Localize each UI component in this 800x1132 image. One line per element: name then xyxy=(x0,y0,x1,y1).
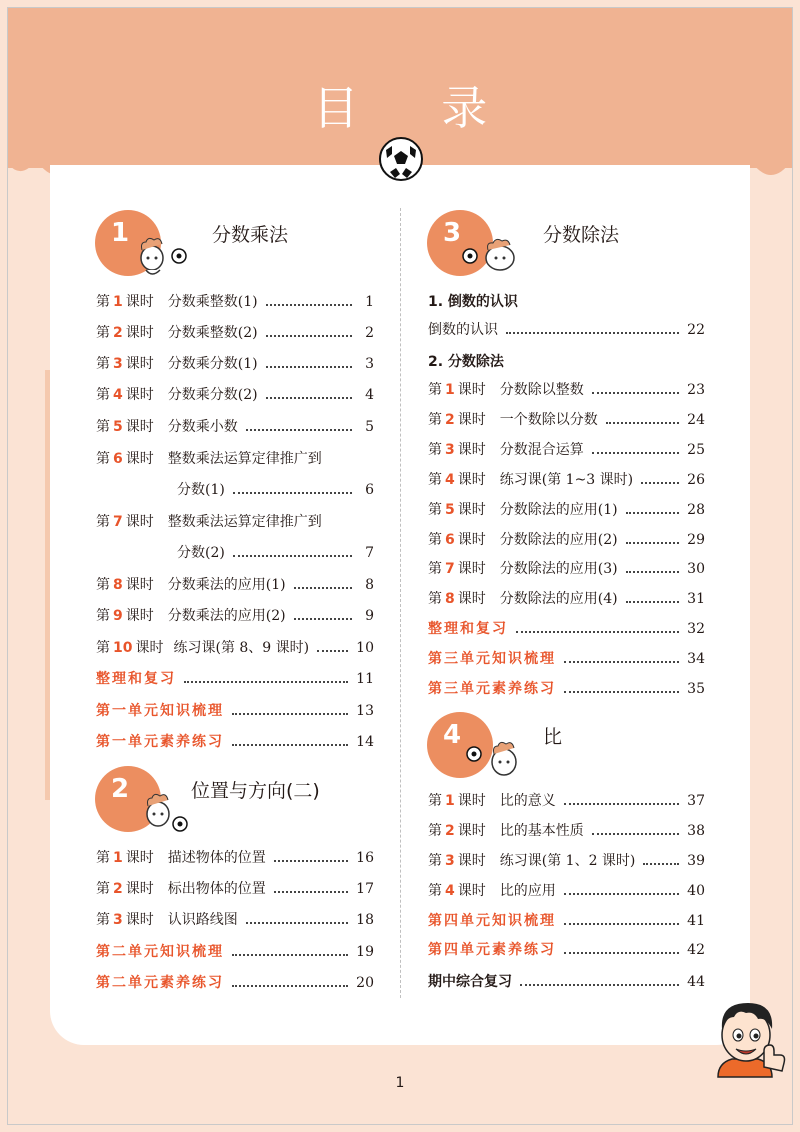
toc-extra-entry[interactable] xyxy=(96,701,374,721)
lesson-suffix: 课时 xyxy=(457,883,486,899)
extra-title: 第三单元素养练习 xyxy=(428,681,556,697)
unit-title: 位置与方向(二) xyxy=(191,780,320,802)
lesson-title: 练习课(第 1~3 课时) xyxy=(499,472,634,488)
page-number: 6 xyxy=(365,482,374,498)
lesson-title: 分数乘法的应用(2) xyxy=(167,608,286,624)
lesson-suffix: 课时 xyxy=(135,640,164,656)
toc-entry[interactable] xyxy=(96,575,374,595)
extra-title: 第四单元知识梳理 xyxy=(428,913,556,929)
toc-entry[interactable] xyxy=(428,440,705,460)
toc-entry[interactable] xyxy=(96,292,374,312)
dinosaur-mascot-icon xyxy=(462,738,524,782)
lesson-suffix: 课时 xyxy=(125,451,154,467)
lesson-suffix: 课时 xyxy=(125,608,154,624)
lesson-number: 5 xyxy=(445,502,455,518)
page-number: 18 xyxy=(356,912,374,928)
lesson-title: 分数乘法的应用(1) xyxy=(167,577,286,593)
leader-dots xyxy=(626,542,680,544)
page-number: 10 xyxy=(356,640,374,656)
lesson-title: 比的意义 xyxy=(499,793,556,809)
lesson-title: 练习课(第 1、2 课时) xyxy=(499,853,636,869)
toc-entry[interactable] xyxy=(428,380,705,400)
leader-dots xyxy=(266,366,352,368)
page-number: 39 xyxy=(687,853,705,869)
lesson-number: 2 xyxy=(445,412,455,428)
leader-dots xyxy=(564,952,679,954)
leader-dots xyxy=(520,984,679,986)
lesson-suffix: 课时 xyxy=(457,793,486,809)
toc-extra-entry[interactable] xyxy=(96,732,374,752)
page-number: 34 xyxy=(687,651,705,667)
toc-extra-entry[interactable] xyxy=(428,619,705,639)
lesson-number: 2 xyxy=(113,881,123,897)
page-number: 32 xyxy=(687,621,705,637)
lesson-title-continued: 分数(2) xyxy=(177,545,225,561)
boy-thumbs-up-icon xyxy=(708,995,788,1081)
extra-title: 第二单元素养练习 xyxy=(96,975,224,991)
unit-number: 2 xyxy=(111,774,130,804)
lesson-number: 4 xyxy=(445,883,455,899)
leader-dots xyxy=(246,922,348,924)
leader-dots xyxy=(606,422,679,424)
lesson-suffix: 课时 xyxy=(125,577,154,593)
page-number: 5 xyxy=(365,419,374,435)
lesson-prefix: 第 xyxy=(96,577,110,593)
toc-entry[interactable] xyxy=(428,881,705,901)
lesson-suffix: 课时 xyxy=(457,442,486,458)
toc-entry[interactable] xyxy=(428,500,705,520)
toc-entry[interactable] xyxy=(96,449,374,469)
lesson-suffix: 课时 xyxy=(125,850,154,866)
lesson-prefix: 第 xyxy=(428,883,442,899)
lesson-prefix: 第 xyxy=(428,532,442,548)
page-number: 11 xyxy=(356,671,374,687)
dinosaur-mascot-icon xyxy=(460,238,524,278)
lesson-number: 6 xyxy=(113,451,123,467)
leader-dots xyxy=(232,954,348,956)
lesson-title: 认识路线图 xyxy=(167,912,238,928)
page-number: 2 xyxy=(365,325,374,341)
lesson-title: 分数除以整数 xyxy=(499,382,584,398)
lesson-number: 1 xyxy=(445,382,455,398)
dinosaur-mascot-icon xyxy=(132,236,190,280)
lesson-number: 2 xyxy=(113,325,123,341)
leader-dots xyxy=(266,335,352,337)
lesson-title: 分数乘分数(1) xyxy=(167,356,258,372)
lesson-prefix: 第 xyxy=(428,412,442,428)
lesson-number: 2 xyxy=(445,823,455,839)
lesson-suffix: 课时 xyxy=(457,472,486,488)
unit-number: 4 xyxy=(443,720,462,750)
lesson-suffix: 课时 xyxy=(457,502,486,518)
toc-entry[interactable] xyxy=(428,470,705,490)
lesson-number: 3 xyxy=(113,356,123,372)
leader-dots xyxy=(317,650,348,652)
page-number: 25 xyxy=(687,442,705,458)
lesson-number: 8 xyxy=(445,591,455,607)
lesson-title: 一个数除以分数 xyxy=(499,412,598,428)
lesson-prefix: 第 xyxy=(428,442,442,458)
page-number: 13 xyxy=(356,703,374,719)
leader-dots xyxy=(564,691,679,693)
leader-dots xyxy=(233,492,352,494)
extra-title: 第一单元知识梳理 xyxy=(96,703,224,719)
page-number: 41 xyxy=(687,913,705,929)
lesson-prefix: 第 xyxy=(96,640,110,656)
page-number: 29 xyxy=(687,532,705,548)
page-number: 1 xyxy=(365,294,374,310)
leader-dots xyxy=(294,587,352,589)
page-number: 31 xyxy=(687,591,705,607)
toc-entry[interactable] xyxy=(96,417,374,437)
extra-title: 第三单元知识梳理 xyxy=(428,651,556,667)
lesson-suffix: 课时 xyxy=(125,419,154,435)
lesson-title: 整数乘法运算定律推广到 xyxy=(167,514,322,530)
unit-title: 分数除法 xyxy=(543,224,620,246)
lesson-prefix: 第 xyxy=(428,472,442,488)
lesson-prefix: 第 xyxy=(428,502,442,518)
leader-dots xyxy=(643,863,679,865)
lesson-title: 描述物体的位置 xyxy=(167,850,266,866)
leader-dots xyxy=(564,923,679,925)
lesson-prefix: 第 xyxy=(96,608,110,624)
lesson-prefix: 第 xyxy=(96,912,110,928)
page-number: 14 xyxy=(356,734,374,750)
lesson-title: 比的基本性质 xyxy=(499,823,584,839)
lesson-number: 1 xyxy=(445,793,455,809)
lesson-suffix: 课时 xyxy=(125,912,154,928)
section-heading: 2. 分数除法 xyxy=(428,354,504,370)
leader-dots xyxy=(516,631,679,633)
page-number: 17 xyxy=(356,881,374,897)
unit-number: 1 xyxy=(111,218,130,248)
leader-dots xyxy=(626,601,680,603)
toc-entry[interactable] xyxy=(96,323,374,343)
leader-dots xyxy=(274,860,348,862)
unit-title: 分数乘法 xyxy=(212,224,289,246)
lesson-title: 分数除法的应用(1) xyxy=(499,502,618,518)
lesson-suffix: 课时 xyxy=(457,532,486,548)
page-number: 38 xyxy=(687,823,705,839)
lesson-title: 分数乘小数 xyxy=(167,419,238,435)
lesson-number: 7 xyxy=(445,561,455,577)
toc-entry[interactable] xyxy=(428,410,705,430)
leader-dots xyxy=(266,397,352,399)
toc-extra-entry[interactable] xyxy=(428,940,705,960)
toc-entry[interactable] xyxy=(96,512,374,532)
extra-title: 第二单元知识梳理 xyxy=(96,944,224,960)
leader-dots xyxy=(274,891,348,893)
page-number: 44 xyxy=(687,974,705,990)
leader-dots xyxy=(641,482,679,484)
leader-dots xyxy=(232,713,348,715)
unit-number: 3 xyxy=(443,218,462,248)
lesson-number: 1 xyxy=(113,850,123,866)
lesson-number: 4 xyxy=(445,472,455,488)
leader-dots xyxy=(506,332,679,334)
lesson-prefix: 第 xyxy=(428,853,442,869)
lesson-prefix: 第 xyxy=(96,451,110,467)
lesson-prefix: 第 xyxy=(96,419,110,435)
leader-dots xyxy=(564,893,679,895)
lesson-number: 5 xyxy=(113,419,123,435)
leader-dots xyxy=(592,452,679,454)
toc-final-entry[interactable] xyxy=(428,972,705,992)
page-title: 目 录 xyxy=(312,81,522,135)
section-heading: 1. 倒数的认识 xyxy=(428,294,518,310)
lesson-title: 分数除法的应用(3) xyxy=(499,561,618,577)
lesson-number: 4 xyxy=(113,387,123,403)
lesson-suffix: 课时 xyxy=(125,325,154,341)
column-divider xyxy=(400,208,401,998)
leader-dots xyxy=(184,681,348,683)
extra-title: 整理和复习 xyxy=(428,621,508,637)
lesson-suffix: 课时 xyxy=(125,387,154,403)
lesson-title: 倒数的认识 xyxy=(428,322,498,338)
page-number: 19 xyxy=(356,944,374,960)
lesson-title: 分数混合运算 xyxy=(499,442,584,458)
leader-dots xyxy=(233,555,352,557)
toc-extra-entry[interactable] xyxy=(428,911,705,931)
lesson-number: 3 xyxy=(445,442,455,458)
lesson-title-continued: 分数(1) xyxy=(177,482,225,498)
lesson-title: 标出物体的位置 xyxy=(167,881,266,897)
page-number: 42 xyxy=(687,942,705,958)
lesson-prefix: 第 xyxy=(428,591,442,607)
toc-extra-entry[interactable] xyxy=(96,973,374,993)
page-number: 4 xyxy=(365,387,374,403)
lesson-title: 比的应用 xyxy=(499,883,556,899)
leader-dots xyxy=(626,571,680,573)
toc-entry[interactable] xyxy=(96,385,374,405)
lesson-title: 分数乘整数(1) xyxy=(167,294,258,310)
lesson-title: 分数除法的应用(4) xyxy=(499,591,618,607)
lesson-number: 6 xyxy=(445,532,455,548)
leader-dots xyxy=(266,304,352,306)
lesson-title: 分数乘整数(2) xyxy=(167,325,258,341)
page-number: 20 xyxy=(356,975,374,991)
lesson-prefix: 第 xyxy=(96,881,110,897)
page-number: 28 xyxy=(687,502,705,518)
extra-title: 整理和复习 xyxy=(96,671,176,687)
toc-extra-entry[interactable] xyxy=(96,669,374,689)
lesson-title: 分数乘分数(2) xyxy=(167,387,258,403)
toc-entry[interactable] xyxy=(96,848,374,868)
lesson-prefix: 第 xyxy=(96,325,110,341)
lesson-suffix: 课时 xyxy=(457,412,486,428)
page-number: 35 xyxy=(687,681,705,697)
lesson-prefix: 第 xyxy=(96,356,110,372)
lesson-number: 3 xyxy=(113,912,123,928)
toc-entry[interactable] xyxy=(96,910,374,930)
lesson-suffix: 课时 xyxy=(457,853,486,869)
toc-entry-continued[interactable] xyxy=(177,480,374,500)
unit-title: 比 xyxy=(543,726,563,748)
toc-extra-entry[interactable] xyxy=(96,942,374,962)
lesson-title: 整数乘法运算定律推广到 xyxy=(167,451,322,467)
lesson-suffix: 课时 xyxy=(457,382,486,398)
lesson-number: 9 xyxy=(113,608,123,624)
lesson-prefix: 第 xyxy=(96,514,110,530)
lesson-suffix: 课时 xyxy=(125,514,154,530)
lesson-suffix: 课时 xyxy=(457,561,486,577)
page-number: 30 xyxy=(687,561,705,577)
toc-entry[interactable] xyxy=(428,320,705,340)
leader-dots xyxy=(246,429,352,431)
leader-dots xyxy=(626,512,680,514)
toc-entry[interactable] xyxy=(96,606,374,626)
leader-dots xyxy=(592,392,679,394)
toc-entry[interactable] xyxy=(96,879,374,899)
lesson-suffix: 课时 xyxy=(457,823,486,839)
page-number: 16 xyxy=(356,850,374,866)
toc-entry-continued[interactable] xyxy=(177,543,374,563)
lesson-suffix: 课时 xyxy=(125,356,154,372)
lesson-number: 3 xyxy=(445,853,455,869)
page-number: 22 xyxy=(687,322,705,338)
page-number: 9 xyxy=(365,608,374,624)
lesson-prefix: 第 xyxy=(428,793,442,809)
toc-entry[interactable] xyxy=(428,530,705,550)
page-number: 26 xyxy=(687,472,705,488)
lesson-number: 10 xyxy=(113,640,133,656)
leader-dots xyxy=(232,744,348,746)
toc-extra-entry[interactable] xyxy=(428,679,705,699)
lesson-number: 1 xyxy=(113,294,123,310)
page-number: 8 xyxy=(365,577,374,593)
leader-dots xyxy=(592,833,679,835)
page-number-footer: 1 xyxy=(395,1075,405,1091)
toc-entry[interactable] xyxy=(428,559,705,579)
lesson-prefix: 第 xyxy=(428,561,442,577)
toc-entry[interactable] xyxy=(428,851,705,871)
lesson-suffix: 课时 xyxy=(457,591,486,607)
page-number: 37 xyxy=(687,793,705,809)
page-number: 23 xyxy=(687,382,705,398)
page-number: 7 xyxy=(365,545,374,561)
lesson-number: 7 xyxy=(113,514,123,530)
lesson-suffix: 课时 xyxy=(125,294,154,310)
page-number: 40 xyxy=(687,883,705,899)
lesson-title: 分数除法的应用(2) xyxy=(499,532,618,548)
leader-dots xyxy=(232,985,348,987)
toc-entry[interactable] xyxy=(428,791,705,811)
toc-entry[interactable] xyxy=(96,354,374,374)
lesson-number: 8 xyxy=(113,577,123,593)
leader-dots xyxy=(564,661,679,663)
lesson-prefix: 第 xyxy=(96,387,110,403)
extra-title: 第一单元素养练习 xyxy=(96,734,224,750)
lesson-prefix: 第 xyxy=(96,850,110,866)
dinosaur-mascot-icon xyxy=(140,792,192,836)
lesson-suffix: 课时 xyxy=(125,881,154,897)
toc-extra-entry[interactable] xyxy=(428,649,705,669)
extra-title: 第四单元素养练习 xyxy=(428,942,556,958)
lesson-prefix: 第 xyxy=(96,294,110,310)
toc-entry[interactable] xyxy=(428,821,705,841)
soccer-ball-icon xyxy=(378,136,424,182)
page-number: 3 xyxy=(365,356,374,372)
lesson-prefix: 第 xyxy=(428,823,442,839)
final-review-title: 期中综合复习 xyxy=(428,974,512,990)
leader-dots xyxy=(564,803,679,805)
lesson-title: 练习课(第 8、9 课时) xyxy=(173,640,310,656)
leader-dots xyxy=(294,618,352,620)
toc-entry[interactable] xyxy=(96,638,374,658)
toc-entry[interactable] xyxy=(428,589,705,609)
lesson-prefix: 第 xyxy=(428,382,442,398)
page-number: 24 xyxy=(687,412,705,428)
